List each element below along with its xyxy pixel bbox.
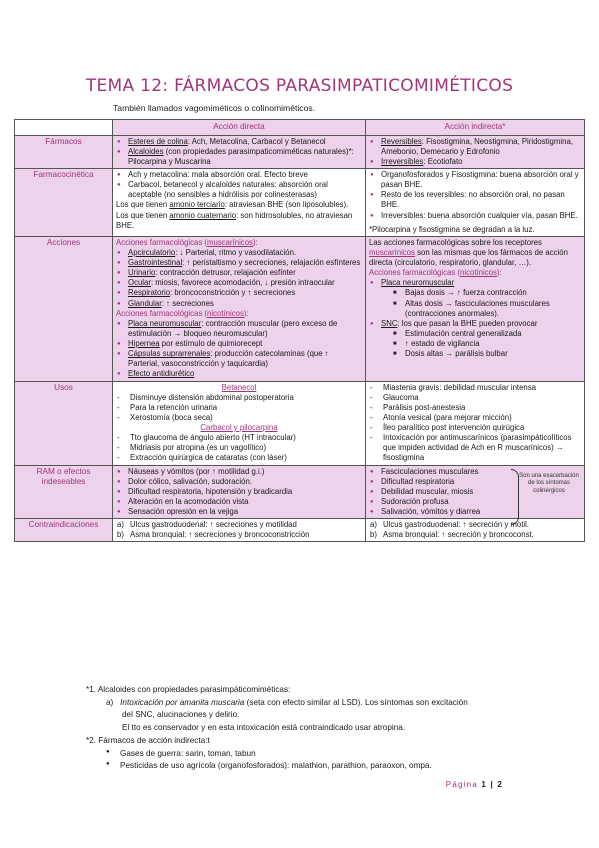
list-item: - Disminuye distensión abdominal postoperatoria	[116, 393, 362, 403]
list-item: ● Reversibles: Fisostigmina, Neostigmina, Piridostigmina, Amebonio, Demecario y Edrofonio	[369, 137, 581, 157]
list-item: ● Ocular: miosis, favorece acomodación, ↓ presión intraocular	[116, 278, 362, 288]
farmacocinetica-indirect	[366, 169, 585, 237]
list-item: ● Efecto antidiurético	[116, 369, 362, 379]
list-item: ● Irreversibles: Ecotiofato	[369, 157, 581, 167]
row-label-farmacocinetica: Farmacocinética	[15, 169, 113, 237]
list-item: ● Dolor cólico, salivación, sudoración.	[116, 477, 362, 487]
footnote-1a: a) Intoxicación por amanita muscaria (seta con efecto similar al LSD). Los síntomas son excitación	[106, 697, 468, 707]
list-item: ● Irreversibles: buena absorción cualquier vía, pasan BHE.	[369, 211, 581, 221]
sub-list-item: ■ ↑ estado de vigilancia	[381, 339, 581, 349]
section-heading: Acciones farmacológicas (nicotínicos):	[369, 268, 502, 278]
header-direct: Acción directa	[113, 120, 366, 136]
ram-indirect	[366, 465, 585, 519]
section-heading: Acciones farmacológicas (muscarínicos):	[116, 237, 258, 247]
list-item: ● SNC: los que pasan la BHE pueden provocar ■ Estimulación central generalizada ■ ↑ estado de vigilancia ■ Dosis altas → parálisis bulbar	[369, 319, 581, 360]
list-item: - Extracción quirúrgica de cataratas (con láser)	[116, 453, 362, 463]
section-heading: Carbacol y pilocarpina	[200, 423, 278, 433]
sub-list-item: ■ Bajas dosis → ↑ fuerza contracción	[381, 288, 581, 298]
table-header-row	[15, 120, 585, 136]
list-item: - Miastenia gravis: debilidad muscular intensa	[369, 383, 581, 393]
footnotes	[86, 684, 576, 773]
list-item: ● Salivación, vómitos y diarrea	[369, 507, 581, 517]
list-item: - Íleo paralítico post intervención quirúgica	[369, 423, 581, 433]
contra-direct	[113, 519, 366, 542]
list-item: b) Asma bronquial: ↑ secreciones y broncoconstricción	[117, 530, 310, 540]
list-item: ● Pesticidas de uso agrícola (organofosforados): malathion, parathion, paraoxon, ompa.	[106, 760, 576, 773]
list-item: - Midriasis por atropina (es un vagolítico)	[116, 443, 362, 453]
row-label-acciones: Acciones	[15, 236, 113, 381]
pharmacology-table	[14, 119, 585, 542]
list-item: - Glaucoma	[369, 393, 581, 403]
list-item: ● Placa neuromuscular ■ Bajas dosis → ↑ fuerza contracción ■ Altas dosis → fasciculaciones musculares (contracciones anormales).	[369, 278, 581, 319]
list-item: - Atonía vesical (para mejorar micción)	[369, 413, 581, 423]
page-title: TEMA 12: FÁRMACOS PARASIMPATICOMIMÉTICOS	[85, 76, 514, 96]
list-item: ● Náuseas y vómitos (por ↑ motilidad g.i.)	[116, 467, 362, 477]
list-item: - Intoxicación por antimuscarínicos (parasimpáticolíticos que impiden actividad de Ach en R muscarínicos) → fisostigmina	[369, 433, 581, 463]
row-ram	[15, 465, 585, 519]
usos-indirect	[366, 381, 585, 465]
list-item: ● Organofosforados y Fisostigmina: buena absorción oral y pasan BHE.	[369, 170, 581, 190]
list-item: ● Esteres de colina: Ach, Metacolina, Carbacol y Betanecol	[116, 137, 362, 147]
list-item: ● Gases de guerra: sarin, toman, tabun	[106, 748, 576, 761]
footnote-2: *2. Fármacos de acción indirecta:t	[86, 735, 210, 745]
list-item: ● Debilidad muscular, miosis	[369, 487, 581, 497]
brace-note: Son una exacerbación de los síntomas colinérgicos	[519, 472, 579, 494]
list-item: ● Carbacol, betanecol y alcaloides naturales: absorción oral aceptable (no sensibles a hidrólisis por colinesterasas)	[116, 180, 362, 200]
curly-brace	[511, 469, 519, 525]
sub-list-item: ■ Altas dosis → fasciculaciones musculares (contracciones anormales).	[381, 299, 581, 319]
list-item: ● Glandular: ↑ secreciones	[116, 299, 362, 309]
text-line: *Pilocarpina y fisostigmina se degradan a la luz.	[369, 224, 535, 234]
list-item: ● Cápsulas suprarrenales: producción catecolaminas (que ↑ Parterial, vasoconstricción y taquicardia)	[116, 349, 362, 369]
list-item: - Xerostomía (boca seca)	[116, 413, 362, 423]
text-line: Los que tienen amonio terciario: atraviesan BHE (son liposolubles).	[116, 200, 349, 210]
list-item: ● Dificultad respiratoria	[369, 477, 581, 487]
list-item: ● Resto de los reversibles: no absorción oral, no pasan BHE.	[369, 190, 581, 210]
row-label-usos: Usos	[15, 381, 113, 465]
list-item: ● Dificultad respiratoria, hipotensión y bradicardia	[116, 487, 362, 497]
page-separator: |	[490, 780, 494, 789]
list-item: ● Alteración en la acomodación vista	[116, 497, 362, 507]
header-indirect: Acción indirecta*	[366, 120, 585, 136]
footnote-1: *1. Alcaloides con propiedades parasimpáticomiméticas:	[86, 685, 291, 694]
section-heading: Acciones farmacológicas (nicotínicos):	[116, 308, 249, 318]
text-line: Las acciones farmacológicas sobre los receptores muscarínicos son las mismas que los fármacos de acción directa (circulatorio, respiratorio, glandular, …).	[369, 237, 568, 268]
list-item: - Para la retención urinaria	[116, 403, 362, 413]
sub-list-item: ■ Estimulación central generalizada	[381, 329, 581, 339]
row-usos	[15, 381, 585, 465]
list-item: ● Apcirculatorio: ↓ Parterial, ritmo y vasodilatación.	[116, 248, 362, 258]
row-label-contraindicaciones: Contraindicaciones	[15, 519, 113, 542]
footnote-1a-cont2: El tto es conservador y en esta intoxicación está contraindicado usar atropina.	[122, 723, 406, 733]
list-item: a) Ulcus gastroduodenal: ↑ secreción y motil.	[370, 520, 530, 530]
list-item: - Tto glaucoma de ángulo abierto (HT intraocular)	[116, 433, 362, 443]
sub-list-item: ■ Dosis altas → parálisis bulbar	[381, 349, 581, 359]
page-number: 1	[481, 780, 488, 789]
page-footer	[446, 780, 503, 789]
row-label-ram: RAM o efectos indeseables	[15, 465, 113, 519]
text-line: Los que tienen amonio cuaternario: son hidrosolubles, no atraviesan BHE.	[116, 210, 353, 230]
corner-cell	[15, 120, 113, 136]
list-item: ● Sudoración profusa	[369, 497, 581, 507]
list-item: ● Respiratorio: broncoconstricción y ↑ secreciones	[116, 288, 362, 298]
list-item: - Parálisis post-anestesia	[369, 403, 581, 413]
farmacos-direct	[113, 135, 366, 168]
list-item: ● Sensación opresión en la vejiga	[116, 507, 362, 517]
acciones-direct	[113, 236, 366, 381]
list-item: ● Gastrointestinal: ↑ peristaltismo y secreciones, relajación esfínteres	[116, 258, 362, 268]
list-item: ● Fasciculaciones musculares	[369, 467, 581, 477]
farmacos-indirect	[366, 135, 585, 168]
usos-direct	[113, 381, 366, 465]
subtitle: También llamados vagomiméticos o colinomiméticos.	[113, 103, 316, 113]
row-label-farmacos: Fármacos	[15, 135, 113, 168]
row-acciones	[15, 236, 585, 381]
footnote-1a-cont: del SNC, alucinaciones y delirio.	[122, 710, 240, 720]
list-item: ● Placa neuromuscular: contracción muscular (pero exceso de estimulación → bloqueo neuromuscular)	[116, 319, 362, 339]
list-item: a) Ulcus gastroduodenal: ↑ secreciones y motilidad	[117, 520, 297, 530]
row-farmacos	[15, 135, 585, 168]
list-item: ● Hipernea por estímulo de quimiorecept	[116, 339, 362, 349]
farmacocinetica-direct	[113, 169, 366, 237]
list-item: b) Asma bronquial: ↑ secreción y broncoconst.	[370, 530, 534, 540]
section-heading: Betanecol	[221, 382, 257, 392]
page-total: 2	[497, 780, 503, 789]
page-label: Página	[445, 780, 478, 789]
contra-indirect	[366, 519, 585, 542]
list-item: ● Alcaloides (con propiedades parasimpaticomiméticas naturales)*: Pilocarpina y Muscarina	[116, 147, 362, 167]
ram-direct	[113, 465, 366, 519]
row-farmacocinetica	[15, 169, 585, 237]
row-contraindicaciones	[15, 519, 585, 542]
list-item: ● Ach y metacolina: mala absorción oral. Efecto breve	[116, 170, 362, 180]
list-item: ● Urinario: contracción detrusor, relajación esfínter	[116, 268, 362, 278]
acciones-indirect	[366, 236, 585, 381]
